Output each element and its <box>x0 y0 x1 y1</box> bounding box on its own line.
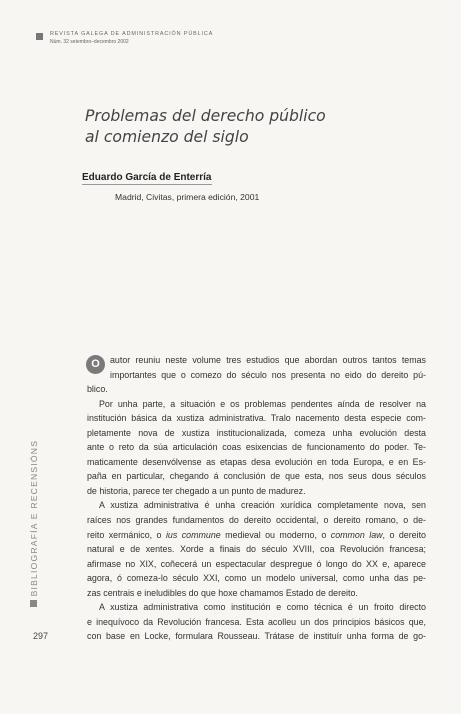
text-line: afirmase no XIX, coñecerá un espectacular despregue ó longo do XX e, aparece <box>87 558 426 569</box>
text-line: autor reuniu neste volume tres estudios que abordan outros tantos temas <box>110 355 426 365</box>
text-line: A xustiza administrativa como institución e como técnica é un froito directo <box>99 602 426 613</box>
header-square-mark <box>36 33 43 40</box>
text-line: con base en Locke, formulara Rousseau. Trátase de instituír unha forma de go- <box>87 631 426 642</box>
book-title-line-1: Problemas del derecho público <box>85 107 326 125</box>
text-line: pletamente nova de xustiza institucionalizada, comeza unha evolución desta <box>87 427 426 438</box>
text-line: paña en particular, chegando á conclusión de que esta, nos seus dous séculos <box>87 471 426 482</box>
drop-cap: O <box>86 355 105 374</box>
text-line: ante o reto da súa articulación coas esixencias de funcionamento do poder. Te- <box>87 442 426 453</box>
book-author: Eduardo García de Enterría <box>82 172 212 183</box>
text-line: importantes que o comezo do século nos presenta no eido do dereito pú- <box>110 369 426 380</box>
section-square-mark <box>31 600 38 607</box>
text-line: blico. <box>87 384 108 395</box>
text-line: institución básica da xustiza administrativa. Tralo nacemento desta especie com- <box>87 413 426 424</box>
journal-issue: Núm. 32 setembro–decembro 2002 <box>50 39 129 45</box>
journal-name: REVISTA GALEGA DE ADMINISTRACIÓN PÚBLICA <box>50 31 214 37</box>
section-name: BIBLIOGRAFÍA E RECENSIÓNS <box>29 439 39 597</box>
review-body <box>87 353 426 644</box>
text-run: reito xermánico, o <box>87 529 166 540</box>
italic-term: ius commune <box>165 529 221 540</box>
book-title <box>85 106 326 148</box>
text-line: de historia, parece ter chegado a un punto de madurez. <box>87 485 306 496</box>
paragraph-3 <box>87 498 426 600</box>
page-number: 297 <box>33 631 49 641</box>
text-run: medieval ou moderno, o <box>220 529 331 540</box>
text-line: natural e de xentes. Xorde a finais do século XVIII, coa Revolución francesa; <box>87 544 426 555</box>
text-line: zas centrais e ineludibles do que hoxe chamamos Estado de dereito. <box>87 587 358 598</box>
paragraph-1 <box>87 353 426 397</box>
author-divider <box>82 184 212 185</box>
italic-term: common law <box>330 529 383 540</box>
text-line <box>87 528 426 543</box>
book-title-line-2: al comienzo del siglo <box>85 128 249 146</box>
publication-details: Madrid, Civitas, primera edición, 2001 <box>115 192 260 202</box>
text-line: maticamente desenvólvense as etapas desa evolución en toda Europa, e en Es- <box>87 456 426 467</box>
text-line: e inequívoco da Revolución francesa. Esta acolleu un dos principios básicos que, <box>87 616 426 627</box>
text-line: A xustiza administrativa é unha creación xurídica completamente nova, sen <box>99 500 426 511</box>
text-line: agora, ó comeza-lo século XXI, como un modelo universal, como unha das pe- <box>87 573 426 584</box>
text-run: , o dereito <box>382 529 426 540</box>
paragraph-4 <box>87 600 426 644</box>
text-line: raíces nos grandes fundamentos do dereito occidental, o dereito romano, o de- <box>87 515 426 526</box>
text-line: Por unha parte, a situación e os problemas pendentes aínda de resolver na <box>99 398 426 409</box>
section-side-label <box>29 432 43 607</box>
paragraph-2 <box>87 397 426 499</box>
